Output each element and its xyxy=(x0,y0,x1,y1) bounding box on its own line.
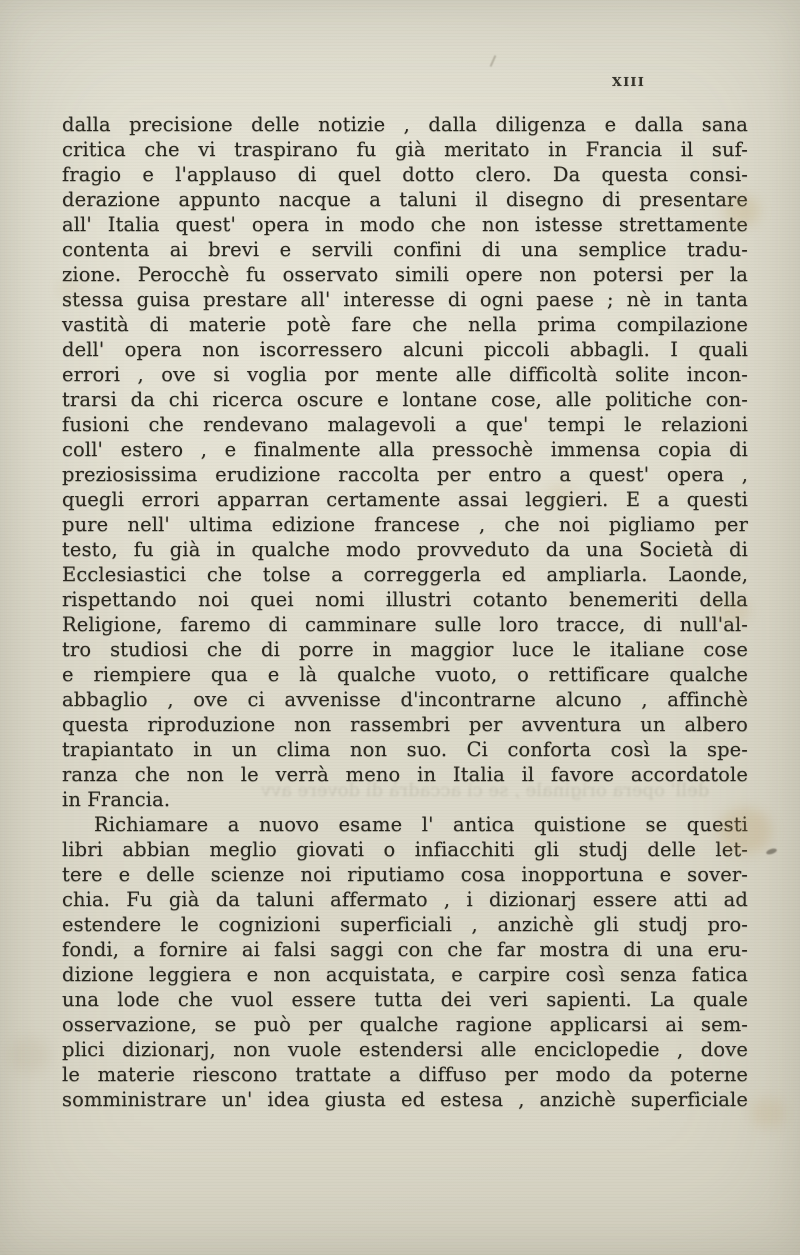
text-line: somministrare un' idea giusta ed estesa , anzichè superficiale xyxy=(62,1088,748,1111)
text-line: plici dizionarj, non vuole estendersi alle enciclopedie , dove xyxy=(62,1038,748,1061)
text-line: Richiamare a nuovo esame l' antica quistione se questi xyxy=(94,813,748,836)
text-line: errori , ove si voglia por mente alle difficoltà solite incon- xyxy=(62,363,748,386)
text-line: trarsi da chi ricerca oscure e lontane cose, alle politiche con- xyxy=(62,388,748,411)
text-line: fragio e l'applauso di quel dotto clero. Da questa consi- xyxy=(62,163,748,186)
text-line: estendere le cognizioni superficiali , anzichè gli studj pro- xyxy=(62,913,748,936)
text-line: coll' estero , e finalmente alla pressochè immensa copia di xyxy=(62,438,748,461)
paragraph-2 xyxy=(62,812,748,1112)
text-line: derazione appunto nacque a taluni il disegno di presentare xyxy=(62,188,748,211)
paragraph-1 xyxy=(62,112,748,812)
text-line: osservazione, se può per qualche ragione applicarsi ai sem- xyxy=(62,1013,748,1036)
text-line: libri abbian meglio giovati o infiacchiti gli studj delle let- xyxy=(62,838,748,861)
text-line: contenta ai brevi e servili confini di una semplice tradu- xyxy=(62,238,748,261)
text-line: le materie riescono trattate a diffuso per modo da poterne xyxy=(62,1063,748,1086)
text-line: rispettando noi quei nomi illustri cotanto benemeriti della xyxy=(62,588,748,611)
text-line: fondi, a fornire ai falsi saggi con che far mostra di una eru- xyxy=(62,938,748,961)
text-line: critica che vi traspirano fu già meritato in Francia il suf- xyxy=(62,138,748,161)
text-line: ranza che non le verrà meno in Italia il favore accordatole xyxy=(62,763,748,786)
text-line: zione. Perocchè fu osservato simili opere non potersi per la xyxy=(62,263,748,286)
text-line: tro studiosi che di porre in maggior luce le italiane cose xyxy=(62,638,748,661)
text-line: in Francia. xyxy=(62,788,171,811)
text-line: pure nell' ultima edizione francese , che noi pigliamo per xyxy=(62,513,748,536)
text-line: stessa guisa prestare all' interesse di ogni paese ; nè in tanta xyxy=(62,288,748,311)
text-line: all' Italia quest' opera in modo che non istesse strettamente xyxy=(62,213,748,236)
page-number: XIII xyxy=(612,74,646,89)
text-line: Religione, faremo di camminare sulle loro tracce, di null'al- xyxy=(62,613,748,636)
verso-showthrough: dell' opera originale , se ci accadrà di dovere avv xyxy=(260,780,710,801)
text-block xyxy=(62,112,748,1112)
text-line: e riempiere qua e là qualche vuoto, o rettificare qualche xyxy=(62,663,748,686)
text-line: questa riproduzione non rassembri per avventura un albero xyxy=(62,713,748,736)
text-line: dalla precisione delle notizie , dalla diligenza e dalla sana xyxy=(62,113,748,136)
text-line: una lode che vuol essere tutta dei veri sapienti. La quale xyxy=(62,988,748,1011)
text-line: vastità di materie potè fare che nella prima compilazione xyxy=(62,313,748,336)
text-line: preziosissima erudizione raccolta per entro a quest' opera , xyxy=(62,463,748,486)
text-line: dell' opera non iscorressero alcuni piccoli abbagli. I quali xyxy=(62,338,748,361)
text-line: fusioni che rendevano malagevoli a que' tempi le relazioni xyxy=(62,413,748,436)
text-line: abbaglio , ove ci avvenisse d'incontrarne alcuno , affinchè xyxy=(62,688,748,711)
text-line: tere e delle scienze noi riputiamo cosa inopportuna e sover- xyxy=(62,863,748,886)
paper-stain xyxy=(750,1098,786,1128)
text-line: quegli errori apparran certamente assai leggieri. E a questi xyxy=(62,488,748,511)
text-line: Ecclesiastici che tolse a correggerla ed ampliarla. Laonde, xyxy=(62,563,748,586)
text-line: testo, fu già in qualche modo provveduto da una Società di xyxy=(62,538,748,561)
text-line: dizione leggiera e non acquistata, e carpire così senza fatica xyxy=(62,963,748,986)
paper-stain xyxy=(8,1038,50,1072)
text-line: chia. Fu già da taluni affermato , i dizionarj essere atti ad xyxy=(62,888,748,911)
ink-speck xyxy=(765,847,777,855)
pen-mark xyxy=(490,55,497,67)
text-line: trapiantato in un clima non suo. Ci conforta così la spe- xyxy=(62,738,748,761)
